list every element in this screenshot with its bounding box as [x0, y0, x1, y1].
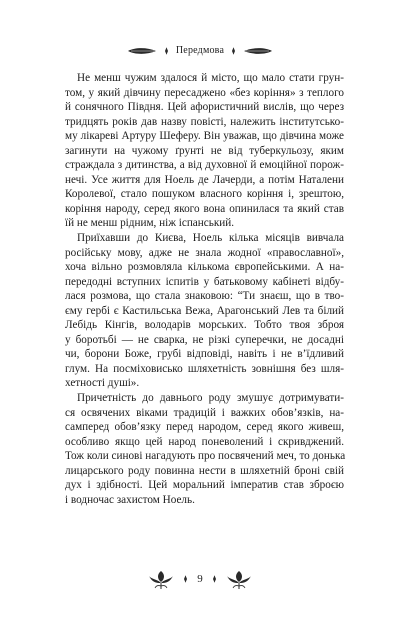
- text-line: Приїхавши до Києва, Ноель кілька місяців вивчала: [77, 232, 344, 245]
- text-line: ся освячених віками традицій і важких обов’язків, на-: [65, 406, 344, 419]
- paragraph: [65, 71, 344, 231]
- text-line: передодні вступних іспитів у батьковому кабінеті відбу-: [65, 275, 344, 288]
- running-header: [0, 44, 400, 58]
- diamond-ornament-footer-left-icon: [182, 575, 189, 583]
- text-line: і водночас захистом Ноель.: [65, 493, 195, 506]
- text-line: самперед обов’язку перед народом, серед якого живеш,: [65, 421, 344, 434]
- paragraph: [65, 391, 344, 507]
- text-line: Причетність до давнього роду змушує дотримувати-: [77, 392, 344, 405]
- text-line: том, у який дівчину пересаджено «без коріння» з теплого: [65, 86, 344, 99]
- text-line: загинути на чужому ґрунті не від туберкульозу, яким: [65, 144, 344, 157]
- page-footer: [0, 567, 400, 591]
- text-line: Не менш чужим здалося й місто, що мало стати грун-: [77, 72, 344, 84]
- flower-ornament-left-icon: [148, 568, 174, 590]
- text-line: російську мову, адже не знала жодної «православної»,: [65, 246, 344, 259]
- text-line: особливо якщо цей народ поневолений і скривджений.: [65, 435, 344, 448]
- header-title: Передмова: [175, 45, 225, 56]
- diamond-ornament-left-icon: [163, 47, 170, 55]
- page-number: 9: [197, 573, 203, 585]
- text-line: Королевої, стало пошуком власного коріння і, зрештою,: [65, 188, 344, 201]
- text-line: хетності душі».: [65, 377, 140, 390]
- text-line: Лебідь Кінгів, володарів морських. Тобто твоя зброя: [65, 319, 344, 332]
- diamond-ornament-right-icon: [230, 47, 237, 55]
- text-line: у боротьбі — не сварка, не різкі суперечки, не досадні: [65, 333, 344, 346]
- diamond-ornament-footer-right-icon: [211, 575, 218, 583]
- leaf-ornament-left-icon: [127, 46, 157, 56]
- text-line: лицарського роду повинна нести в шляхетній броні свій: [65, 464, 344, 477]
- text-line: їй не менш рідним, ніж іспанський.: [65, 217, 235, 230]
- text-line: тридцять років дав назву повісті, належить інститутсько-: [65, 115, 344, 128]
- flower-ornament-right-icon: [226, 568, 252, 590]
- text-line: страждала з дитинства, а від духовної й емоційної порож-: [65, 159, 344, 172]
- text-line: й сонячного Півдня. Цей афористичний вислів, що через: [65, 101, 344, 114]
- text-line: хоча вільно розмовляла кількома європейськими. А на-: [65, 261, 344, 274]
- text-line: глум. На посміховисько шляхетність зовнішня без шля-: [65, 362, 344, 375]
- text-line: єму гербі є Кастильська Вежа, Арагонський Лев та білий: [65, 304, 344, 317]
- text-line: коріння народу, серед якого вона опинилася та який став: [65, 202, 344, 215]
- text-line: нечі. Усе життя для Ноель де Лачерди, а потім Наталени: [65, 173, 344, 186]
- text-line: дух і здібності. Цей моральний імператив став зброєю: [65, 479, 344, 492]
- text-line: чи, борони Боже, грубі відповіді, навіть і не в’їдливий: [65, 348, 344, 361]
- paragraph: [65, 231, 344, 391]
- text-line: лася розмова, що стала знаковою: “Ти знаєш, що в тво-: [65, 290, 344, 303]
- text-line: му лікареві Артуру Шеферу. Він уважав, що дівчина може: [65, 130, 344, 143]
- leaf-ornament-right-icon: [243, 46, 273, 56]
- text-line: Тож коли синові нагадують про посвячений меч, то донька: [65, 450, 346, 463]
- body-text: [65, 71, 344, 507]
